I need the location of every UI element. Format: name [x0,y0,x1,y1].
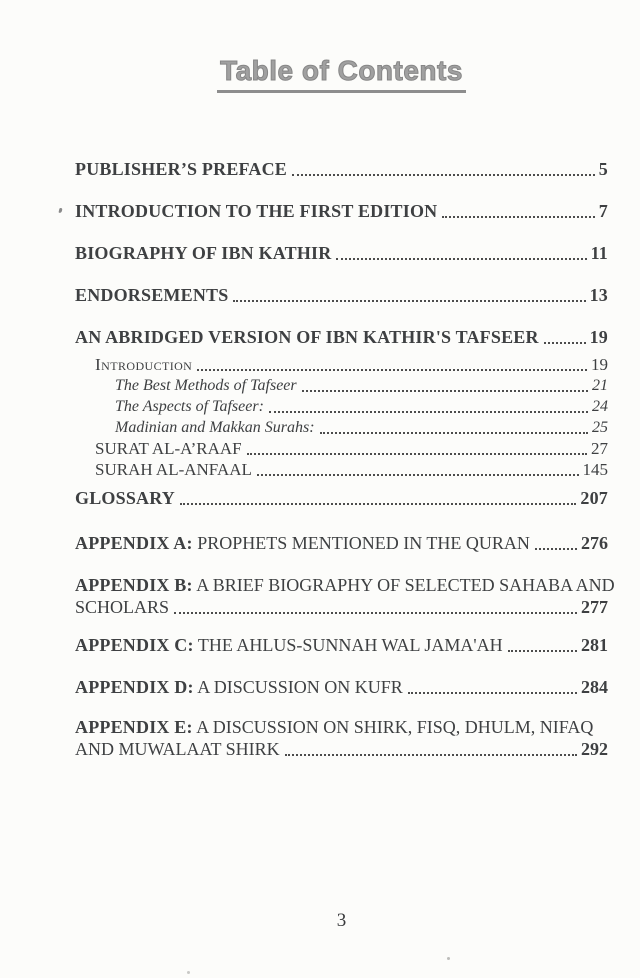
appendix-letter: APPENDIX A: [75,532,193,553]
entry-page-number: 145 [582,459,608,479]
page-title: Table of Contents [217,56,466,93]
entry-page-number: 11 [590,242,608,263]
entry-line1 [75,574,615,596]
toc-entry-appendix-c [75,635,608,656]
toc-entry-madinian-makkan-surahs [75,417,608,438]
appendix-title: A DISCUSSION ON KUFR [193,676,403,697]
toc-entry-glossary [75,488,608,509]
entry-page-number: 284 [581,676,608,697]
toc-entry-endorsements [75,285,608,306]
entry-page-number: 207 [580,487,608,508]
entry-page-number: 19 [591,354,608,374]
entry-page-number: 24 [592,397,608,415]
entry-label: The Best Methods of Tafseer [115,376,297,394]
entry-page-number: 5 [598,158,608,179]
dot-leader [442,216,594,218]
entry-label: Madinian and Makkan Surahs: [115,418,315,436]
entry-label [75,677,403,698]
dot-leader [408,692,577,694]
appendix-letter: APPENDIX C: [75,634,194,655]
toc-entry-publishers-preface [75,159,608,180]
dot-leader [336,258,586,260]
dot-leader [544,342,586,344]
appendix-title: A BRIEF BIOGRAPHY OF SELECTED SAHABA AND [192,574,615,595]
dot-leader [285,754,577,756]
entry-label-continued: SCHOLARS [75,596,170,617]
toc-entry-introduction-first-edition [75,201,608,222]
scan-speck [447,957,450,960]
dot-leader [535,548,577,550]
appendix-title: PROPHETS MENTIONED IN THE QURAN [192,532,530,553]
dot-leader [180,503,576,505]
toc-entry-surat-al-araaf [75,438,608,459]
entry-page-number: 7 [598,200,608,221]
entry-label-continued: AND MUWALAAT SHIRK [75,738,280,759]
entry-page-number: 277 [581,596,608,617]
entry-label: The Aspects of Tafseer: [115,397,264,415]
dot-leader [269,411,588,413]
toc-entry-appendix-d [75,677,608,698]
entry-page-number: 19 [589,326,608,347]
entry-label: PUBLISHER’S PREFACE [75,158,287,179]
toc-entry-surah-al-anfaal [75,459,608,480]
entry-page-number: 281 [581,634,608,655]
toc-list [75,158,615,760]
entry-label [75,533,530,554]
entry-line2 [75,596,608,618]
toc-entry-appendix-b [75,574,615,618]
toc-entry-biography-ibn-kathir [75,243,608,264]
toc-entry-abridged-version-tafseer [75,327,608,348]
dot-leader [174,612,577,614]
toc-entry-introduction-sub [75,354,608,375]
footer-page-number: 3 [336,909,347,931]
dot-leader [247,453,587,455]
dot-leader [320,432,588,434]
dot-leader [197,369,587,371]
entry-label: GLOSSARY [75,487,175,508]
entry-page-number: 25 [592,418,608,436]
scan-speck [59,208,63,214]
appendix-letter: APPENDIX E: [75,716,193,737]
toc-entry-aspects-of-tafseer [75,396,608,417]
dot-leader [292,174,595,176]
entry-label: Introduction [95,354,193,374]
appendix-title: A DISCUSSION ON SHIRK, FISQ, DHULM, NIFAQ [192,716,594,737]
entry-label: SURAT AL-A’RAAF [95,438,242,458]
entry-line2 [75,738,608,760]
title-wrap [75,56,608,93]
entry-page-number: 276 [581,532,608,553]
entry-page-number: 21 [592,376,608,394]
entry-page-number: 27 [591,438,608,458]
entry-label [75,635,503,656]
toc-entry-best-methods-tafseer [75,375,608,396]
toc-entry-appendix-a [75,533,608,554]
entry-label: SURAH AL-ANFAAL [95,459,252,479]
dot-leader [508,650,577,652]
entry-label: ENDORSEMENTS [75,284,229,305]
entry-line1 [75,717,608,738]
entry-label: BIOGRAPHY OF IBN KATHIR [75,242,332,263]
entry-page-number: 292 [581,738,608,759]
appendix-letter: APPENDIX B: [75,574,193,595]
dot-leader [302,390,588,392]
entry-label: AN ABRIDGED VERSION OF IBN KATHIR'S TAFSEER [75,326,539,347]
entry-page-number: 13 [589,284,608,305]
entry-label: INTRODUCTION TO THE FIRST EDITION [75,200,438,221]
scan-speck [187,971,190,974]
appendix-letter: APPENDIX D: [75,676,194,697]
dot-leader [233,300,585,302]
toc-entry-appendix-e [75,717,608,760]
appendix-title: THE AHLUS-SUNNAH WAL JAMA'AH [193,634,503,655]
dot-leader [257,474,579,476]
